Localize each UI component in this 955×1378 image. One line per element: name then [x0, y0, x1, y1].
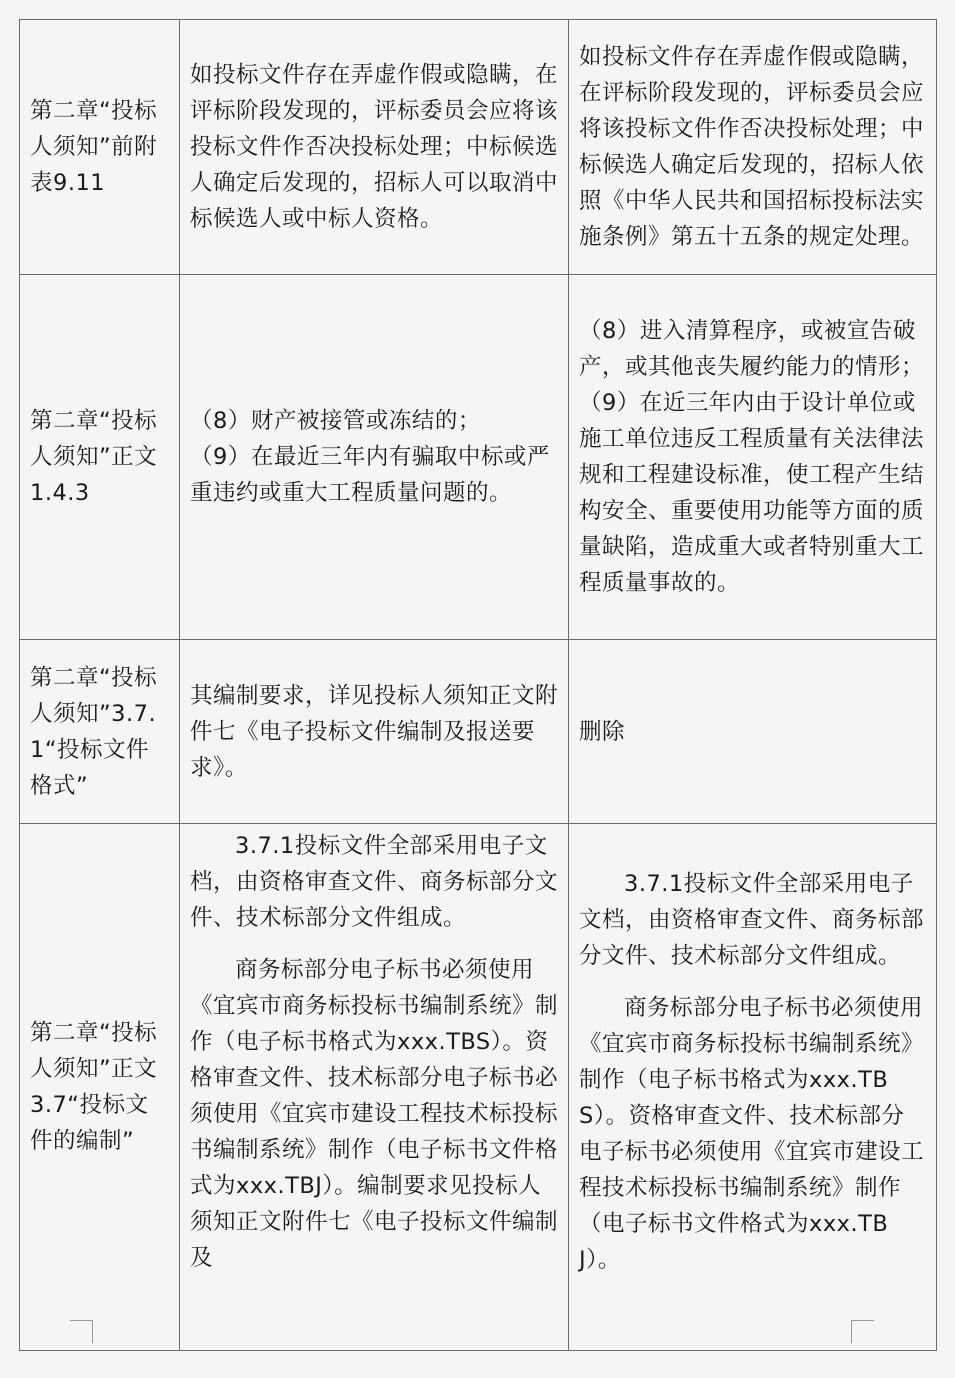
section-cell: [20, 20, 180, 275]
original-cell: [180, 824, 569, 1351]
original-text: 商务标部分电子标书必须使用《宜宾市商务标投标书编制系统》制作（电子标书格式为xxx.TBS）。资格审查文件、技术标部分电子标书必须使用《宜宾市建设工程技术标投标书编制系统》制作（电子标书文件格式为xxx.TBJ）。编制要求见投标人须知正文附件七《电子投标文件编制及: [190, 957, 559, 1271]
revised-text: （8）进入清算程序，或被宣告破产，或其他丧失履约能力的情形；: [579, 318, 925, 380]
original-cell: [180, 20, 569, 275]
table-row: [20, 20, 937, 275]
section-text: 第二章“投标人须知”前附表9.11: [30, 98, 158, 196]
section-text: 第二章“投标人须知”3.7.1“投标文件格式”: [30, 664, 158, 799]
section-text: 第二章“投标人须知”正文1.4.3: [30, 408, 158, 506]
revised-text: 3.7.1投标文件全部采用电子文档，由资格审查文件、商务标部分文件、技术标部分文件组成。: [579, 871, 925, 969]
revised-text: 删除: [579, 718, 626, 745]
revised-cell: [569, 824, 937, 1351]
revised-cell: [569, 20, 937, 275]
original-text: 其编制要求，详见投标人须知正文附件七《电子投标文件编制及报送要求》。: [190, 682, 559, 781]
revised-text: （9）在近三年内由于设计单位或施工单位违反工程质量有关法律法规和工程建设标准，使工程产生结构安全、重要使用功能等方面的质量缺陷，造成重大或者特别重大工程质量事故的。: [579, 390, 925, 596]
comparison-table: [19, 19, 937, 1351]
table-row: [20, 640, 937, 824]
section-cell: [20, 824, 180, 1351]
original-text: 如投标文件存在弄虚作假或隐瞒，在评标阶段发现的，评标委员会应将该投标文件作否决投标处理；中标候选人确定后发现的，招标人可以取消中标候选人或中标人资格。: [190, 62, 559, 232]
revised-text: 如投标文件存在弄虚作假或隐瞒，在评标阶段发现的，评标委员会应将该投标文件作否决投标处理；中标候选人确定后发现的，招标人依照《中华人民共和国招标投标法实施条例》第五十五条的规定处理。: [579, 44, 925, 250]
original-text: 3.7.1投标文件全部采用电子文档，由资格审查文件、商务标部分文件、技术标部分文件组成。: [190, 833, 559, 931]
section-cell: [20, 275, 180, 640]
original-text: （8）财产被接管或冻结的；: [190, 408, 481, 434]
original-cell: [180, 275, 569, 640]
revised-cell: [569, 640, 937, 824]
page-corner-mark: [851, 1320, 874, 1343]
revised-text: 商务标部分电子标书必须使用《宜宾市商务标投标书编制系统》制作（电子标书格式为xxx.TBS）。资格审查文件、技术标部分电子标书必须使用《宜宾市建设工程技术标投标书编制系统》制作（电子标书文件格式为xxx.TBJ）。: [579, 995, 925, 1273]
table-row: [20, 824, 937, 1351]
revised-cell: [569, 275, 937, 640]
original-cell: [180, 640, 569, 824]
original-text: （9）在最近三年内有骗取中标或严重违约或重大工程质量问题的。: [190, 444, 550, 506]
page-corner-mark: [70, 1320, 93, 1343]
section-text: 第二章“投标人须知”正文3.7“投标文件的编制”: [30, 1020, 158, 1154]
section-cell: [20, 640, 180, 824]
table-row: [20, 275, 937, 640]
